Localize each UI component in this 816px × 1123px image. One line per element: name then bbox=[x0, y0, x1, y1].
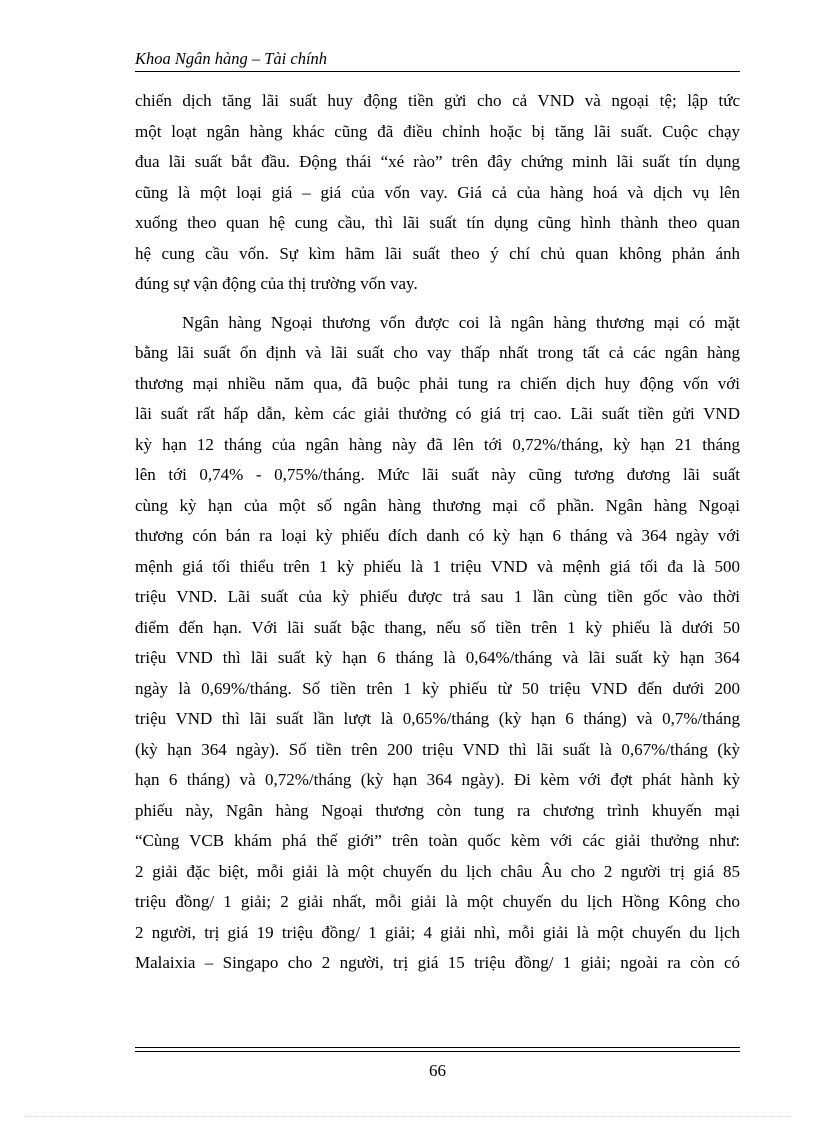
text-line: bằng lãi suất ổn định và lãi suất cho vay thấp nhất trong tất cả các ngân hàng bbox=[135, 343, 740, 362]
text-line: lãi suất rất hấp dẫn, kèm các giải thưởng có giá trị cao. Lãi suất tiền gửi VND bbox=[135, 404, 740, 423]
text-line: thương mại nhiều năm qua, đã buộc phải tung ra chiến dịch huy động vốn với bbox=[135, 373, 740, 393]
text-line: kỳ hạn 12 tháng của ngân hàng này đã lên tới 0,72%/tháng, kỳ hạn 21 tháng bbox=[135, 434, 740, 454]
text-line: cùng kỳ hạn của một số ngân hàng thương mại cổ phần. Ngân hàng Ngoại bbox=[135, 495, 740, 515]
text-line: phiếu này, Ngân hàng Ngoại thương còn tung ra chương trình khuyến mại bbox=[135, 800, 740, 820]
text-line: (kỳ hạn 364 ngày). Số tiền trên 200 triệu VND thì lãi suất là 0,67%/tháng (kỳ bbox=[135, 739, 740, 759]
text-line: xuống theo quan hệ cung cầu, thì lãi suất tín dụng cũng hình thành theo quan bbox=[135, 213, 740, 232]
text-line: lên tới 0,74% - 0,75%/tháng. Mức lãi suất này cũng tương đương lãi suất bbox=[135, 465, 740, 484]
text-line: triệu VND thì lãi suất lần lượt là 0,65%/tháng (kỳ hạn 6 tháng) và 0,7%/tháng bbox=[135, 709, 740, 728]
text-line: 2 người, trị giá 19 triệu đồng/ 1 giải; 4 giải nhì, mỗi giải là một chuyến du lịch bbox=[135, 922, 740, 942]
text-line: ngày là 0,69%/tháng. Số tiền trên 1 kỳ phiếu từ 50 triệu VND đến dưới 200 bbox=[135, 678, 740, 698]
text-line: điểm đến hạn. Với lãi suất bậc thang, nếu số tiền trên 1 kỳ phiếu là dưới 50 bbox=[135, 617, 740, 637]
text-line: Malaixia – Singapo cho 2 người, trị giá 15 triệu đồng/ 1 giải; ngoài ra còn có bbox=[135, 953, 740, 972]
paragraph-1 bbox=[135, 86, 740, 300]
text-line: đúng sự vận động của thị trường vốn vay. bbox=[135, 274, 418, 293]
text-line: mệnh giá tối thiểu trên 1 kỳ phiếu là 1 triệu VND và mệnh giá tối đa là 500 bbox=[135, 556, 740, 576]
header-rule bbox=[135, 71, 740, 72]
text-line: hệ cung cầu vốn. Sự kìm hãm lãi suất theo ý chí chủ quan không phản ánh bbox=[135, 243, 740, 263]
paragraph-2 bbox=[135, 308, 740, 979]
text-line: 2 giải đặc biệt, mỗi giải là một chuyến du lịch châu Âu cho 2 người trị giá 85 bbox=[135, 861, 740, 881]
page-header bbox=[135, 48, 740, 70]
footer-rule-double bbox=[135, 1051, 740, 1052]
text-line: đua lãi suất bắt đầu. Động thái “xé rào” trên đây chứng minh lãi suất tín dụng bbox=[135, 152, 740, 171]
page-number: 66 bbox=[429, 1061, 446, 1080]
text-line: Ngân hàng Ngoại thương vốn được coi là ngân hàng thương mại có mặt bbox=[182, 312, 740, 332]
text-line: cũng là một loại giá – giá của vốn vay. Giá cả của hàng hoá và dịch vụ lên bbox=[135, 182, 740, 202]
body-text bbox=[135, 86, 740, 979]
page-edge-divider bbox=[25, 1116, 791, 1117]
text-line: một loạt ngân hàng khác cũng đã điều chỉnh hoặc bị tăng lãi suất. Cuộc chạy bbox=[135, 121, 740, 141]
header-title: Khoa Ngân hàng – Tài chính bbox=[135, 49, 328, 68]
text-line: hạn 6 tháng) và 0,72%/tháng (kỳ hạn 364 ngày). Đi kèm với đợt phát hành kỳ bbox=[135, 770, 740, 789]
text-line: triệu VND thì lãi suất kỳ hạn 6 tháng là 0,64%/tháng và lãi suất kỳ hạn 364 bbox=[135, 648, 740, 667]
text-line: triệu VND. Lãi suất của kỳ phiếu được trả sau 1 lần cùng tiền gốc vào thời bbox=[135, 587, 740, 606]
text-line: chiến dịch tăng lãi suất huy động tiền gửi cho cả VND và ngoại tệ; lập tức bbox=[135, 91, 740, 110]
text-line: thương cón bán ra loại kỳ phiếu đích danh có kỳ hạn 6 tháng và 364 ngày với bbox=[135, 526, 740, 545]
text-line: triệu đồng/ 1 giải; 2 giải nhất, mỗi giải là một chuyến du lịch Hồng Kông cho bbox=[135, 892, 740, 911]
text-line: “Cùng VCB khám phá thế giới” trên toàn quốc kèm với các giải thưởng như: bbox=[135, 831, 740, 850]
footer-rule bbox=[135, 1047, 740, 1048]
